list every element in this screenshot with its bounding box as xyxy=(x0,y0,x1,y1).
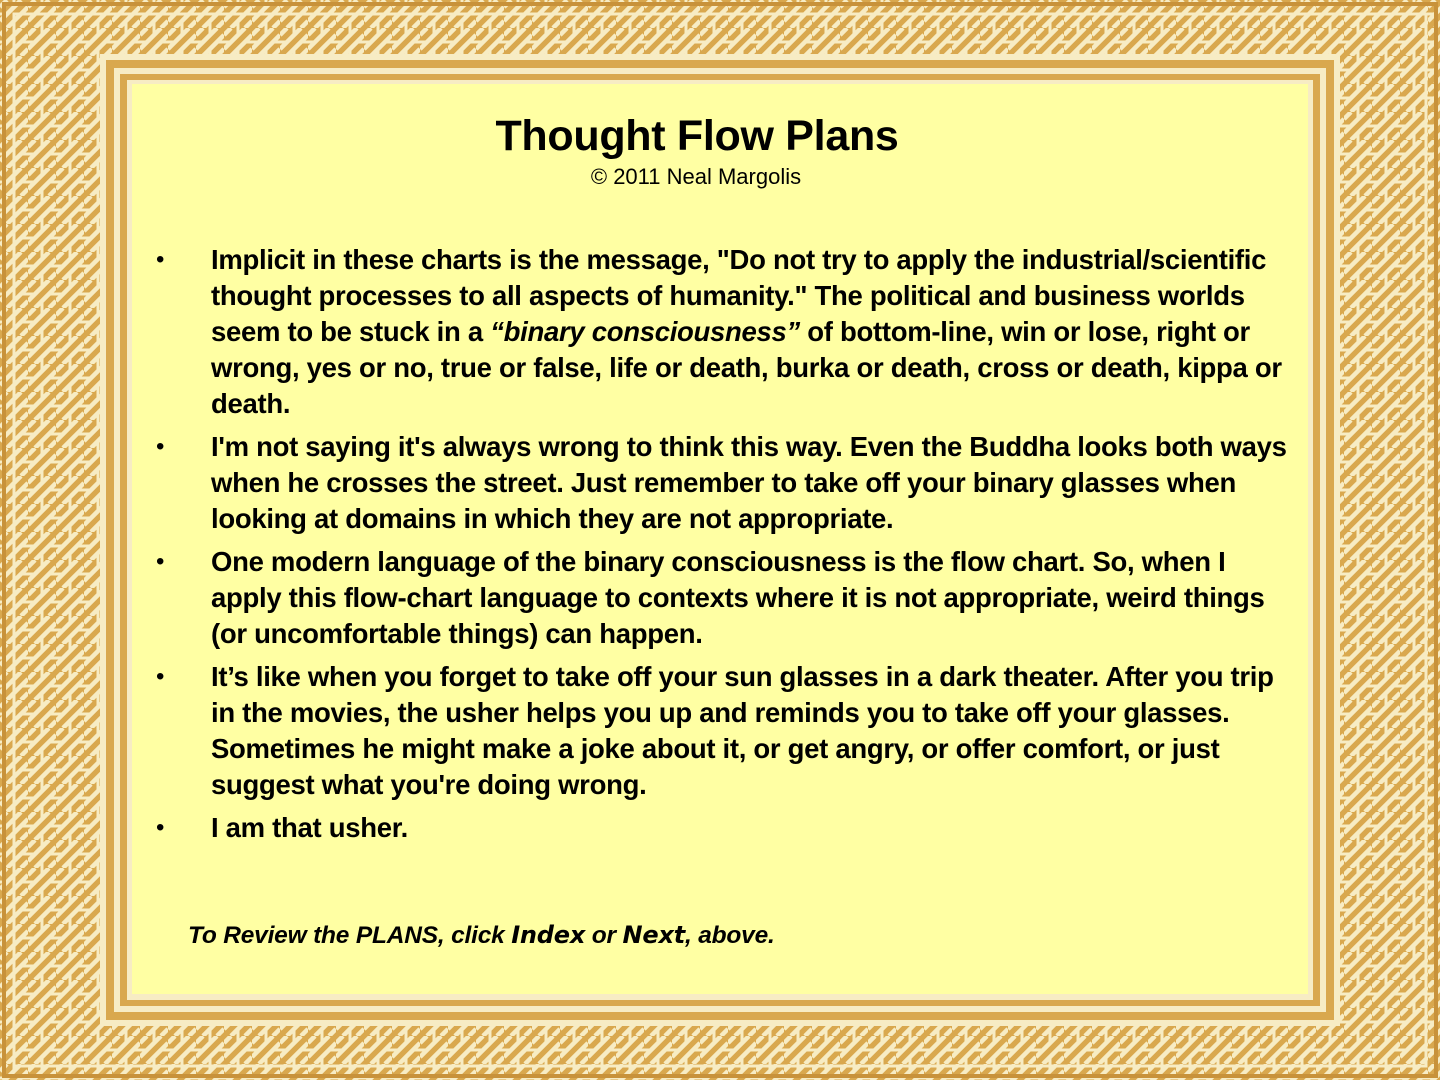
copyright-notice: © 2011 Neal Margolis xyxy=(590,164,802,189)
bullet-text: Implicit in these charts is the message, "Do not try to apply the industrial/scientific thought processes to all aspects of humanity." The political and business worlds seem to be stuck in a xyxy=(211,244,1267,347)
footer-suffix: , above. xyxy=(685,922,775,949)
footer-prefix: To Review the PLANS, click xyxy=(188,922,512,949)
bullet-marker: • xyxy=(156,246,165,273)
navigation-hint xyxy=(188,921,775,950)
bullet-list xyxy=(132,242,1308,853)
bullet-marker: • xyxy=(156,663,165,690)
index-link[interactable]: Index xyxy=(511,921,586,949)
bullet-text: I am that usher. xyxy=(211,812,408,843)
list-item xyxy=(132,659,1308,803)
bullet-marker: • xyxy=(156,433,165,460)
content-panel xyxy=(132,84,1308,994)
bullet-marker: • xyxy=(156,814,165,841)
page-title: Thought Flow Plans xyxy=(495,112,899,160)
bullet-text-continued: of bottom-line, win or lose, right or wrong, yes or no, true or false, life or death, burka or death, cross or death, kippa or death. xyxy=(211,316,1282,419)
bullet-text: One modern language of the binary consciousness is the flow chart. So, when I apply this flow-chart language to contexts where it is not appropriate, weird things (or uncomfortable things) can happen. xyxy=(211,546,1265,649)
footer-middle: or xyxy=(585,922,623,949)
bullet-text-italic: “binary consciousness” xyxy=(490,316,800,347)
list-item xyxy=(132,810,1308,846)
bullet-text: It’s like when you forget to take off your sun glasses in a dark theater. After you trip in the movies, the usher helps you up and reminds you to take off your glasses. Sometimes he might make a joke about it, or get angry, or offer comfort, or just suggest what you're doing wrong. xyxy=(211,661,1274,800)
next-link[interactable]: Next xyxy=(622,921,686,949)
bullet-marker: • xyxy=(156,548,165,575)
list-item xyxy=(132,544,1308,652)
bullet-text: I'm not saying it's always wrong to think this way. Even the Buddha looks both ways when he crosses the street. Just remember to take off your binary glasses when looking at domains in which they are not appropriate. xyxy=(211,431,1287,534)
list-item xyxy=(132,429,1308,537)
list-item xyxy=(132,242,1308,422)
